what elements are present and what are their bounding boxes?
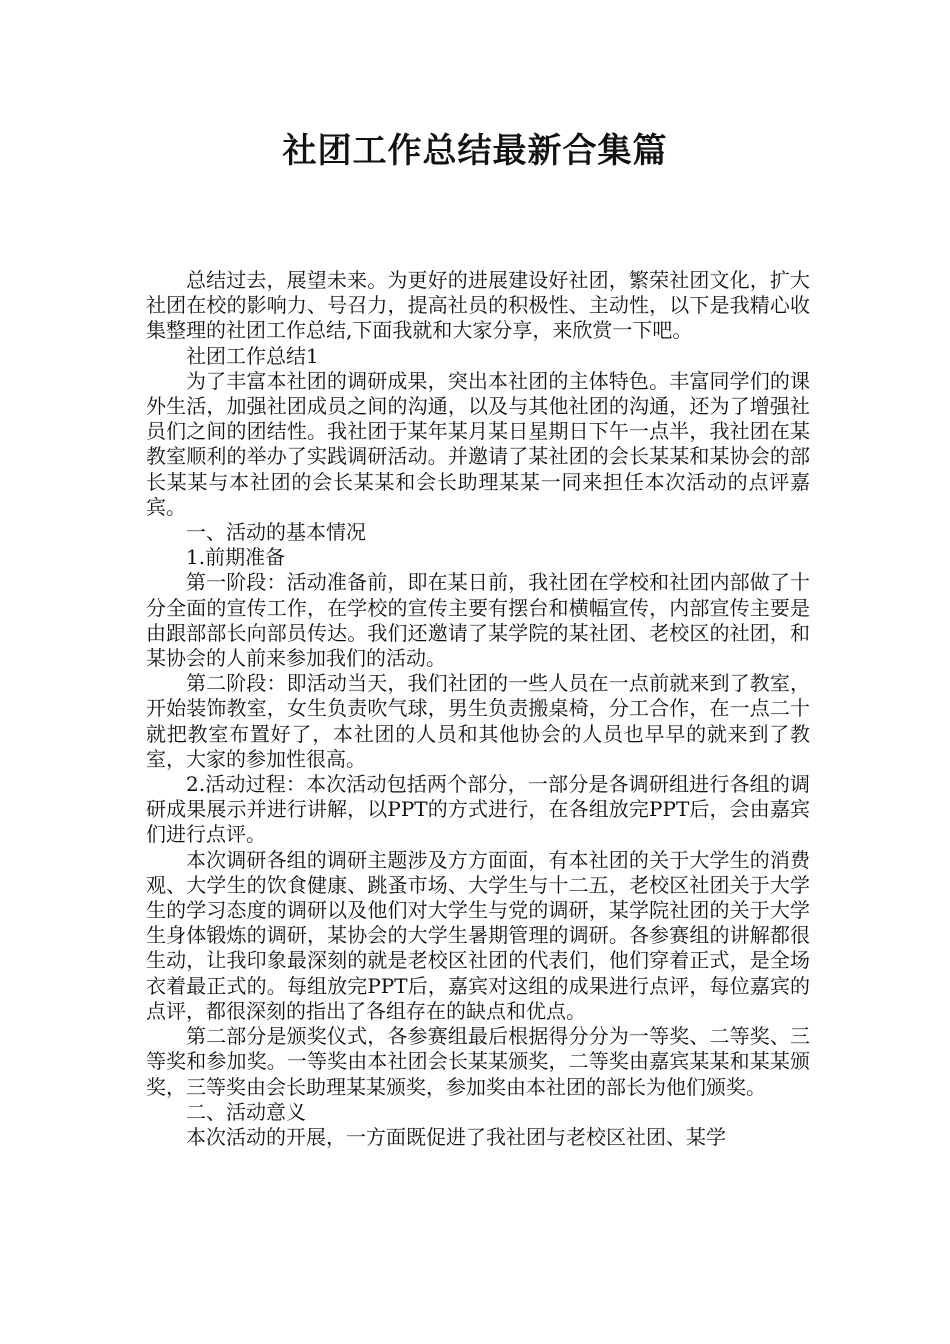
document-title: 社团工作总结最新合集篇 [282, 131, 668, 171]
body-paragraph: 第一阶段：活动准备前，即在某日前，我社团在学校和社团内部做了十分全面的宣传工作，在学校的宣传主要有摆台和横幅宣传，内部宣传主要是由跟部部长向部员传达。我们还邀请了某学院的某社团、老校区的社团，和某协会的人前来参加我们的活动。 [146, 570, 810, 671]
intro-paragraph: 总结过去，展望未来。为更好的进展建设好社团，繁荣社团文化，扩大社团在校的影响力、号召力，提高社员的积极性、主动性，以下是我精心收集整理的社团工作总结,下面我就和大家分享，来欣赏一下吧。 [146, 268, 810, 343]
body-paragraph: 本次活动的开展，一方面既促进了我社团与老校区社团、某学 [186, 1124, 726, 1149]
subsection-heading-preparation: 1.前期准备 [186, 545, 286, 570]
section-heading-basic-info: 一、活动的基本情况 [186, 520, 366, 545]
body-paragraph: 2.活动过程：本次活动包括两个部分，一部分是各调研组进行各组的调研成果展示并进行讲解，以PPT的方式进行，在各组放完PPT后，会由嘉宾们进行点评。 [146, 772, 810, 847]
section-heading-summary-1: 社团工作总结1 [186, 343, 319, 368]
body-paragraph: 第二阶段：即活动当天，我们社团的一些人员在一点前就来到了教室，开始装饰教室，女生负责吹气球，男生负责搬桌椅，分工合作，在一点二十就把教室布置好了，本社团的人员和其他协会的人员也早早的就来到了教室，大家的参加性很高。 [146, 671, 810, 771]
section-heading-significance: 二、活动意义 [186, 1099, 306, 1124]
body-paragraph: 为了丰富本社团的调研成果，突出本社团的主体特色。丰富同学们的课外生活，加强社团成员之间的沟通，以及与其他社团的沟通，还为了增强社员们之间的团结性。我社团于某年某月某日星期日下午一点半，我社团在某教室顺利的举办了实践调研活动。并邀请了某社团的会长某某和某协会的部长某某与本社团的会长某某和会长助理某某一同来担任本次活动的点评嘉宾。 [146, 368, 810, 519]
body-paragraph: 本次调研各组的调研主题涉及方方面面，有本社团的关于大学生的消费观、大学生的饮食健康、跳蚤市场、大学生与十二五，老校区社团关于大学生的学习态度的调研以及他们对大学生与党的调研，某学院社团的关于大学生身体锻炼的调研，某协会的大学生暑期管理的调研。各参赛组的讲解都很生动，让我印象最深刻的就是老校区社团的代表们，他们穿着正式，是全场衣着最正式的。每组放完PPT后，嘉宾对这组的成果进行点评，每位嘉宾的点评，都很深刻的指出了各组存在的缺点和优点。 [146, 847, 810, 1023]
document-body [146, 268, 810, 1150]
body-paragraph: 第二部分是颁奖仪式，各参赛组最后根据得分分为一等奖、二等奖、三等奖和参加奖。一等奖由本社团会长某某颁奖，二等奖由嘉宾某某和某某颁奖，三等奖由会长助理某某颁奖，参加奖由本社团的部长为他们颁奖。 [146, 1024, 810, 1099]
